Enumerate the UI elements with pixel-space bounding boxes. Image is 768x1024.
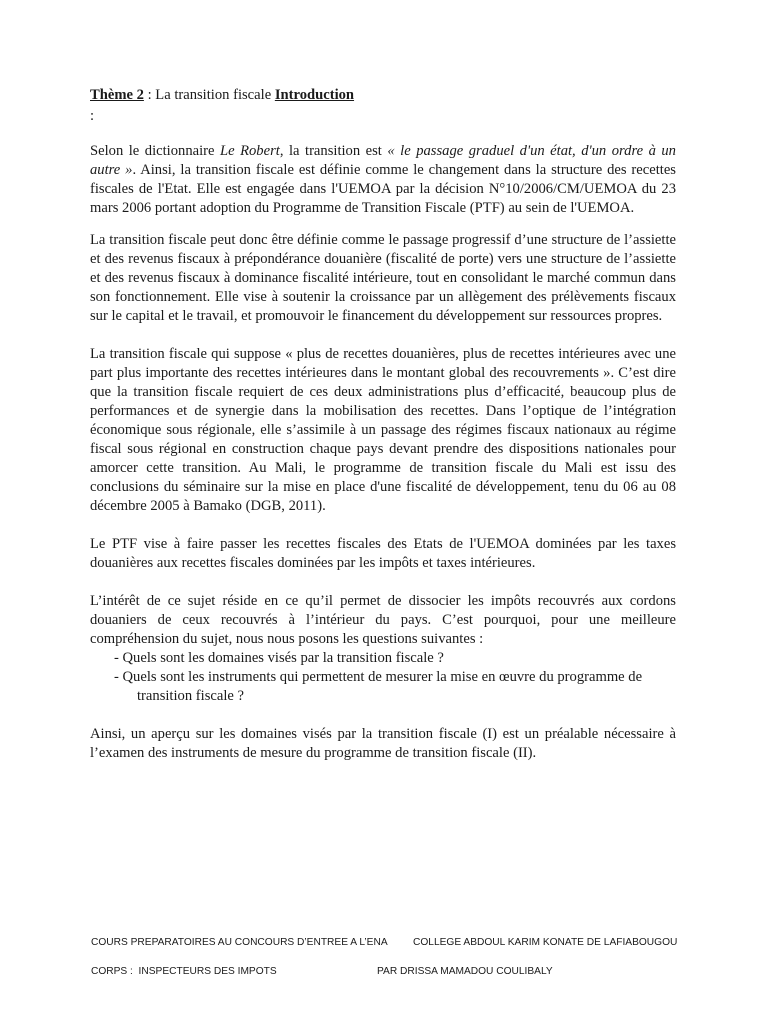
p1-text-c: , la transition est [279, 143, 388, 159]
paragraph-interest: L’intérêt de ce sujet réside en ce qu’il permet de dissocier les impôts recouvrés aux cordons douaniers de ceux recouvrés à l’intérieur du pays. C’est pourquoi, pour une meilleure compréhension du sujet, nous nous posons les questions suivantes : [90, 593, 676, 647]
question-item: - Quels sont les instruments qui permettent de mesurer la mise en œuvre du programme de transition fiscale ? [114, 669, 643, 704]
paragraph-recettes: La transition fiscale qui suppose « plus de recettes douanières, plus de recettes intérieures avec une part plus importante des recettes intérieures dans le montant global des recouvrements ». C’est dire que la transition fiscale requiert de ces deux administrations plus d’efficacité, beaucoup plus de performances et de synergie dans la mobilisation des recettes. Dans l’optique de l’intégration économique sous régionale, elle s’assimile à un passage des régimes fiscaux nationaux au régime fiscal sous régional en construction chaque pays devant prendre des dispositions nationales pour amorcer cette transition. Au Mali, le programme de transition fiscale du Mali est issu des conclusions du séminaire sur la mise en place d'une fiscalité de développement, tenu du 06 au 08 décembre 2005 à Bamako (DGB, 2011). [90, 346, 676, 514]
p1-text-e: . Ainsi, la transition fiscale est définie comme le changement dans la structure des recettes fiscales de l'Etat. Elle est engagée dans l'UEMOA par la décision N°10/2006/CM/UEMOA du 23 mars 2006 portant adoption du Programme de Transition Fiscale (PTF) au sein de l'UEMOA. [90, 162, 676, 216]
questions-list [90, 649, 676, 706]
definition-quote: « le passage graduel d'un état, d'un ordre à un autre » [90, 143, 676, 178]
introduction-heading: Introduction [274, 87, 355, 103]
footer-author: PAR DRISSA MAMADOU COULIBALY [377, 966, 553, 977]
paragraph-ptf: Le PTF vise à faire passer les recettes fiscales des Etats de l'UEMOA dominées par les taxes douanières aux recettes fiscales dominées par les impôts et taxes intérieures. [90, 536, 676, 571]
footer-corps: CORPS : INSPECTEURS DES IMPOTS [91, 966, 277, 977]
footer-course: COURS PREPARATOIRES AU CONCOURS D’ENTREE A L’ENA [91, 937, 388, 948]
page-title [90, 86, 676, 105]
footer-college: COLLEGE ABDOUL KARIM KONATE DE LAFIABOUGOU [413, 937, 678, 948]
document-body [90, 86, 676, 763]
colon-line: : [90, 108, 95, 124]
paragraph-definition [90, 142, 676, 218]
theme-label: Thème 2 [90, 87, 144, 103]
title-text: : La transition fiscale [143, 87, 275, 103]
question-item: - Quels sont les domaines visés par la transition fiscale ? [114, 650, 444, 666]
paragraph-plan: Ainsi, un aperçu sur les domaines visés par la transition fiscale (I) est un préalable nécessaire à l’examen des instruments de mesure du programme de transition fiscale (II). [90, 726, 676, 761]
p1-text-a: Selon le dictionnaire [90, 143, 220, 159]
paragraph-progressive-passage: La transition fiscale peut donc être définie comme le passage progressif d’une structure de l’assiette et des revenus fiscaux à prépondérance douanière (fiscalité de porte) vers une structure de l’assiette et des revenus fiscaux à dominance fiscalité intérieure, tout en consolidant le marché commun dans son fonctionnement. Elle vise à soutenir la croissance par un allègement des prélèvements fiscaux sur le capital et le travail, et promouvoir le financement du développement sur ressources propres. [90, 232, 676, 324]
dictionary-name: Le Robert [220, 143, 280, 159]
